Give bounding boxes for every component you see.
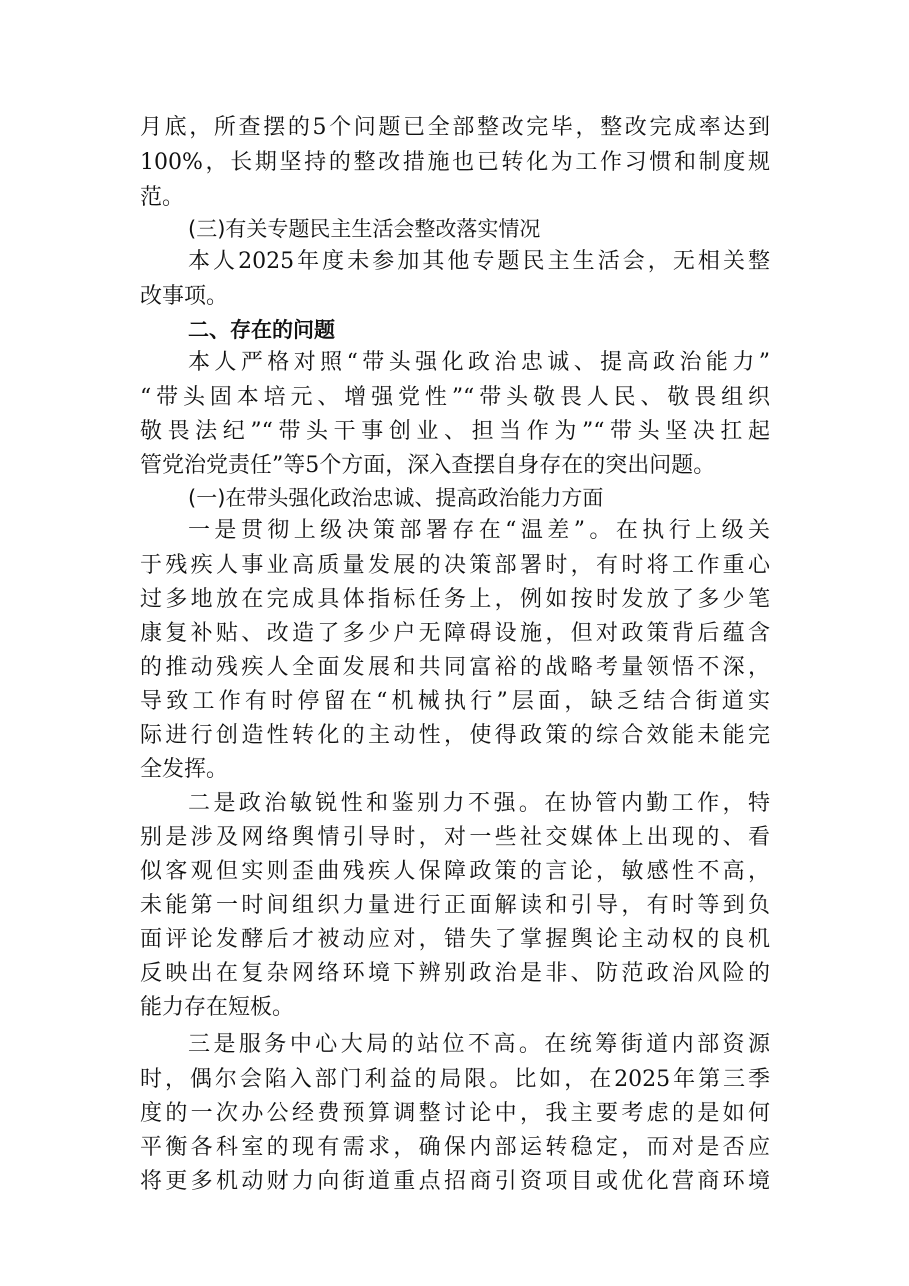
paragraph-line: 100%，长期坚持的整改措施也已转化为工作习惯和制度规 — [140, 150, 770, 175]
paragraph-line: 一是贯彻上级决策部署存在“温差”。在执行上级关 — [188, 518, 770, 543]
paragraph-line: 面评论发酵后才被动应对，错失了掌握舆论主动权的良机 — [140, 927, 770, 952]
paragraph-line: 康复补贴、改造了多少户无障碍设施，但对政策背后蕴含 — [140, 621, 770, 646]
paragraph-line: 的推动残疾人全面发展和共同富裕的战略考量领悟不深， — [140, 655, 770, 680]
paragraph-line: 似客观但实则歪曲残疾人保障政策的言论，敏感性不高， — [140, 859, 770, 884]
paragraph-line: 敬畏法纪”“带头干事创业、担当作为”“带头坚决扛起 — [140, 419, 770, 444]
paragraph-line: 三是服务中心大局的站位不高。在统筹街道内部资源 — [188, 1032, 770, 1057]
paragraph-line: 管党治党责任”等5个方面，深入查摆自身存在的突出问题。 — [140, 453, 716, 478]
paragraph-line: 于残疾人事业高质量发展的决策部署时，有时将工作重心 — [140, 553, 770, 578]
paragraph-line: 二是政治敏锐性和鉴别力不强。在协管内勤工作，特 — [188, 791, 770, 816]
paragraph-line: 导致工作有时停留在“机械执行”层面，缺乏结合街道实 — [140, 689, 770, 714]
paragraph-line: 反映出在复杂网络环境下辨别政治是非、防范政治风险的 — [140, 961, 770, 986]
paragraph-line: 改事项。 — [140, 284, 229, 309]
paragraph-line: 际进行创造性转化的主动性，使得政策的综合效能未能完 — [140, 723, 770, 748]
paragraph-line: 将更多机动财力向街道重点招商引资项目或优化营商环境 — [140, 1169, 770, 1194]
paragraph-line: “带头固本培元、增强党性”“带头敬畏人民、敬畏组织 — [140, 385, 770, 410]
paragraph-line: 本人2025年度未参加其他专题民主生活会，无相关整 — [188, 249, 770, 274]
paragraph-line: 过多地放在完成具体指标任务上，例如按时发放了多少笔 — [140, 587, 770, 612]
paragraph-line: 未能第一时间组织力量进行正面解读和引导，有时等到负 — [140, 893, 770, 918]
paragraph-line: 范。 — [140, 185, 185, 210]
paragraph-line: 别是涉及网络舆情引导时，对一些社交媒体上出现的、看 — [140, 825, 770, 850]
section-heading: (一)在带头强化政治忠诚、提高政治能力方面 — [188, 486, 604, 510]
paragraph-line: 本人严格对照“带头强化政治忠诚、提高政治能力” — [188, 350, 770, 375]
chapter-heading: 二、存在的问题 — [188, 318, 335, 342]
paragraph-line: 月底，所查摆的5个问题已全部整改完毕，整改完成率达到 — [140, 115, 770, 140]
paragraph-line: 时，偶尔会陷入部门利益的局限。比如，在2025年第三季 — [140, 1067, 770, 1092]
paragraph-line: 全发挥。 — [140, 757, 229, 782]
paragraph-line: 能力存在短板。 — [140, 995, 295, 1020]
paragraph-line: 度的一次办公经费预算调整讨论中，我主要考虑的是如何 — [140, 1101, 770, 1126]
paragraph-line: 平衡各科室的现有需求，确保内部运转稳定，而对是否应 — [140, 1135, 770, 1160]
section-heading: (三)有关专题民主生活会整改落实情况 — [188, 217, 541, 241]
